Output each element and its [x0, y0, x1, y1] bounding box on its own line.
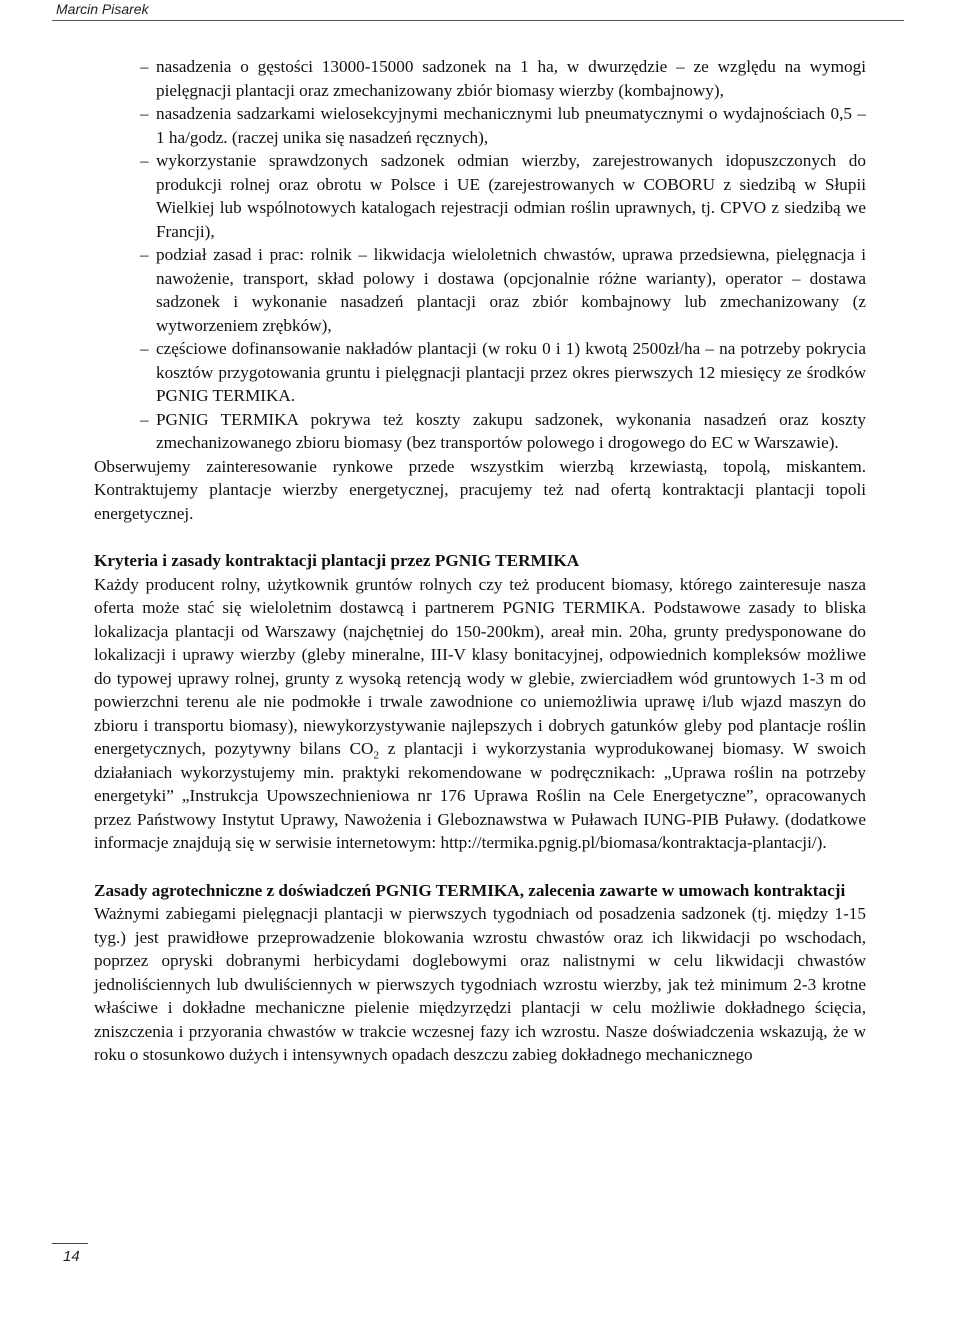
- list-item-text: częściowe dofinansowanie nakładów plantacji (w roku 0 i 1) kwotą 2500zł/ha – na potrzeby pokrycia kosztów przygotowania gruntu i pielęgnacji plantacji przez okres pierwszych 12 miesięcy ze środków PGNIG TERMIKA.: [156, 339, 866, 405]
- paragraph-criteria-text: Każdy producent rolny, użytkownik gruntów rolnych czy też producent biomasy, którego zainteresuje nasza oferta może stać się wieloletnim dostawcą i partnerem PGNIG TERMIKA. Podstawowe zasady to bliska lokalizacja plantacji od Warszawy (najchętniej do 150-200km), areał min. 20ha, grunty predysponowane do lokalizacji i uprawy wierzby (gleby mineralne, III-V klasy bonitacyjnej, odpowiednich kompleksów możliwe do typowej uprawy rolnej, grunty z wysoką retencją wody w glebie, zwierciadłem wód gruntowych 1-3 m od powierzchni terenu ale nie podmokłe i trwale zawodnione co uniemożliwia uprawę i/lub wjazd maszyn do zbioru i transportu biomasy), niewykorzystywanie najlepszych i dobrych gatunków gleby pod plantacje roślin energetycznych, pozytywny bilans CO: [94, 574, 866, 758]
- list-item: [94, 243, 866, 337]
- list-item: [94, 408, 866, 455]
- list-item: [94, 149, 866, 243]
- dash-bullet: –: [140, 245, 149, 264]
- list-item-text: podział zasad i prac: rolnik – likwidacja wieloletnich chwastów, uprawa przedsiewna, pielęgnacja i nawożenie, transport, skład polowy i dostawa (opcjonalnie różne warianty), operator – dostawa sadzonek i wykonanie nasadzeń plantacji oraz zbiór kombajnowy lub zmechanizowany (z wytworzeniem zrębków),: [156, 245, 866, 335]
- list-item: [94, 55, 866, 102]
- list-item: [94, 337, 866, 408]
- page-content: [94, 55, 866, 1067]
- section-heading-agrotechnics: Zasady agrotechniczne z doświadczeń PGNIG TERMIKA, zalecenia zawarte w umowach kontraktacji: [94, 880, 846, 900]
- paragraph-agrotechnics: Ważnymi zabiegami pielęgnacji plantacji w pierwszych tygodniach od posadzenia sadzonek (tj. między 1-15 tyg.) jest prawidłowe przeprowadzenie blokowania wzrostu chwastów oraz ich likwidacji po wschodach, poprzez opryski dobranymi herbicydami doglebowymi oraz nalistnymi w celu likwidacji chwastów jednoliściennych lub dwuliściennych w pierwszych tygodniach wzrostu wierzby, jak też minimum 2-3 krotne właściwe i dokładne mechaniczne pielenie międzyrzędzi plantacji w celu możliwie dokładnego ścięcia, zniszczenia i przyorania chwastów w trakcie wczesnej fazy ich wzrostu. Nasze doświadczenia wskazują, że w roku o stosunkowo dużych i intensywnych opadach deszczu zabieg dokładnego mechanicznego: [94, 904, 866, 1064]
- list-item-text: wykorzystanie sprawdzonych sadzonek odmian wierzby, zarejestrowanych idopuszczonych do produkcji rolnej oraz obrotu w Polsce i UE (zarejestrowanych w COBORU z siedzibą w Słupii Wielkiej lub wspólnotowych katalogach rejestracji odmian roślin uprawnych, tj. CPVO z siedzibą we Francji),: [156, 151, 866, 241]
- list-item: [94, 102, 866, 149]
- list-item-text: nasadzenia sadzarkami wielosekcyjnymi mechanicznymi lub pneumatycznymi o wydajnościach 0,5 – 1 ha/godz. (raczej unika się nasadzeń ręcznych),: [156, 104, 866, 147]
- requirements-list: [94, 55, 866, 455]
- paragraph-market-interest: Obserwujemy zainteresowanie rynkowe przede wszystkim wierzbą krzewiastą, topolą, miskantem. Kontraktujemy plantacje wierzby energetycznej, pracujemy też nad ofertą kontraktacji plantacji topoli energetycznej.: [94, 456, 866, 523]
- dash-bullet: –: [140, 151, 149, 170]
- dash-bullet: –: [140, 104, 149, 123]
- header-rule: [52, 20, 904, 21]
- list-item-text: nasadzenia o gęstości 13000-15000 sadzonek na 1 ha, w dwurzędzie – ze względu na wymogi pielęgnacji plantacji oraz zmechanizowany zbiór biomasy wierzby (kombajnowy),: [156, 57, 866, 100]
- dash-bullet: –: [140, 409, 149, 429]
- paragraph-criteria: [94, 573, 866, 855]
- footer-rule: [52, 1243, 88, 1244]
- page-number: 14: [63, 1248, 80, 1265]
- dash-bullet: –: [140, 339, 149, 358]
- list-item-text: PGNIG TERMIKA pokrywa też koszty zakupu sadzonek, wykonania nasadzeń oraz koszty zmechanizowanego zbioru biomasy (bez transportów polowego i drogowego do EC w Warszawie).: [156, 409, 866, 452]
- header-author: Marcin Pisarek: [56, 1, 149, 17]
- dash-bullet: –: [140, 57, 149, 76]
- paragraph-criteria-text-cont: z plantacji i wykorzystania wyprodukowanej biomasy. W swoich działaniach wykorzystujemy min. praktyki rekomendowane w podręcznikach: „Uprawa roślin na potrzeby energetyki” „Instrukcja Upowszechnieniowa nr 176 Uprawa Roślin na Cele Energetyczne”, opracowanych przez Państwowy Instytut Uprawy, Nawożenia i Gleboznawstwa w Puławach IUNG-PIB Puławy. (dodatkowe informacje znajdują się w serwisie internetowym: http://termika.pgnig.pl/biomasa/kontraktacja-plantacji/).: [94, 739, 866, 852]
- subscript-2: 2: [373, 749, 379, 762]
- section-heading-criteria: Kryteria i zasady kontraktacji plantacji przez PGNIG TERMIKA: [94, 551, 580, 570]
